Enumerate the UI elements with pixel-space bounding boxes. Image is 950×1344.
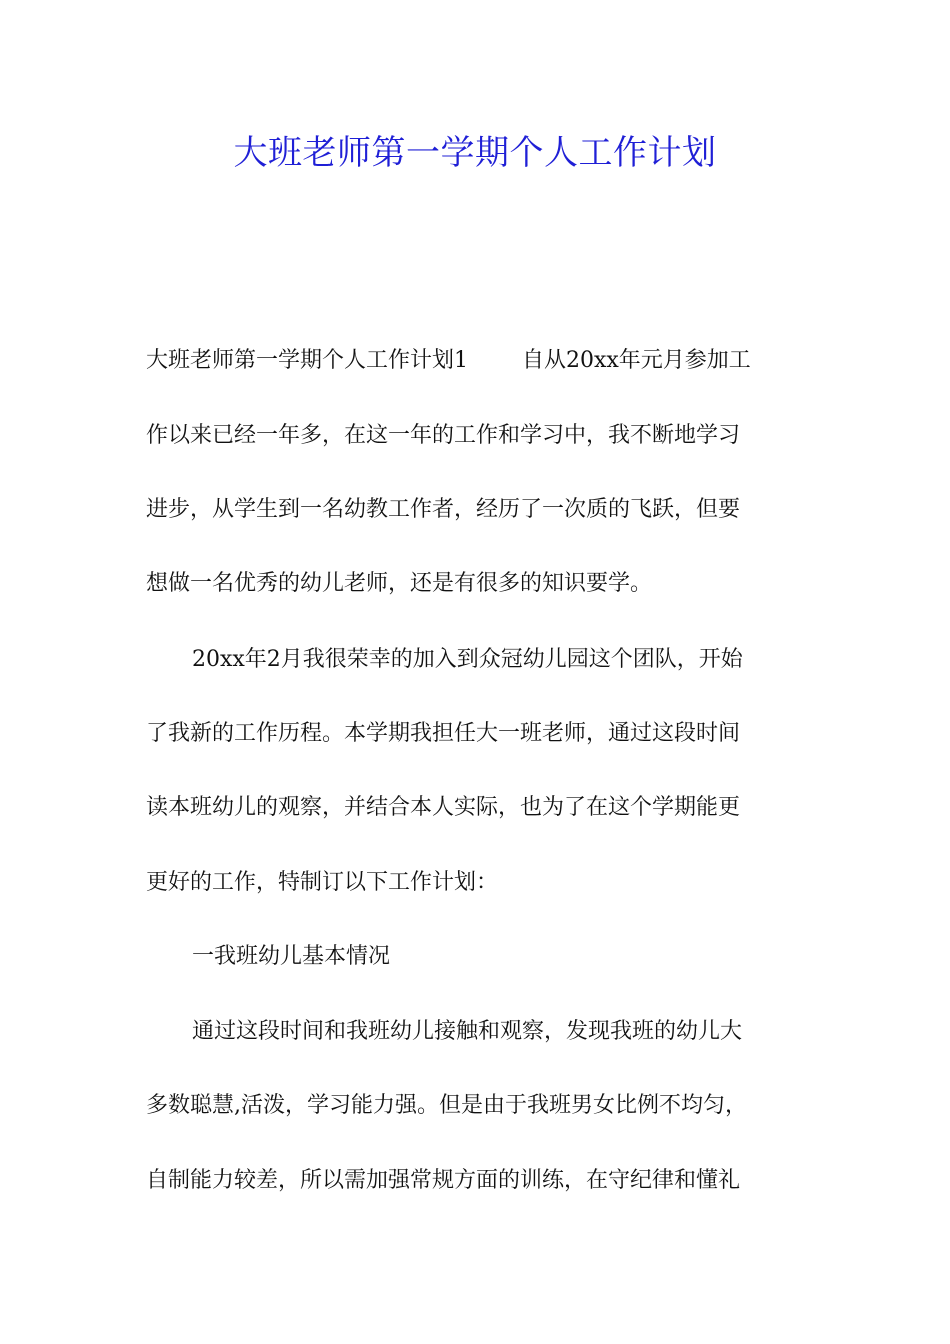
body-line-7: 读本班幼儿的观察，并结合本人实际，也为了在这个学期能更	[146, 795, 741, 820]
body-line-6: 了我新的工作历程。本学期我担任大一班老师，通过这段时间	[146, 721, 741, 746]
body-line-3: 进步，从学生到一名幼教工作者，经历了一次质的飞跃，但要	[146, 497, 741, 522]
paragraph-1-start: 自从20xx年元月参加工	[522, 348, 751, 373]
body-line-5: 20xx年2月我很荣幸的加入到众冠幼儿园这个团队，开始	[192, 647, 743, 672]
body-line-12: 自制能力较差，所以需加强常规方面的训练，在守纪律和懂礼	[146, 1168, 741, 1193]
body-line-11: 多数聪慧,活泼，学习能力强。但是由于我班男女比例不均匀，	[146, 1093, 747, 1118]
document-title: 大班老师第一学期个人工作计划	[233, 133, 717, 173]
plan-heading-text: 大班老师第一学期个人工作计划1	[146, 348, 468, 373]
body-line-1	[146, 341, 810, 381]
body-line-8: 更好的工作，特制订以下工作计划：	[146, 870, 499, 895]
body-line-10: 通过这段时间和我班幼儿接触和观察，发现我班的幼儿大	[192, 1019, 743, 1044]
body-line-4: 想做一名优秀的幼儿老师，还是有很多的知识要学。	[146, 571, 653, 596]
section-heading-1: 一我班幼儿基本情况	[192, 944, 391, 969]
body-line-2: 作以来已经一年多，在这一年的工作和学习中，我不断地学习	[146, 423, 741, 448]
